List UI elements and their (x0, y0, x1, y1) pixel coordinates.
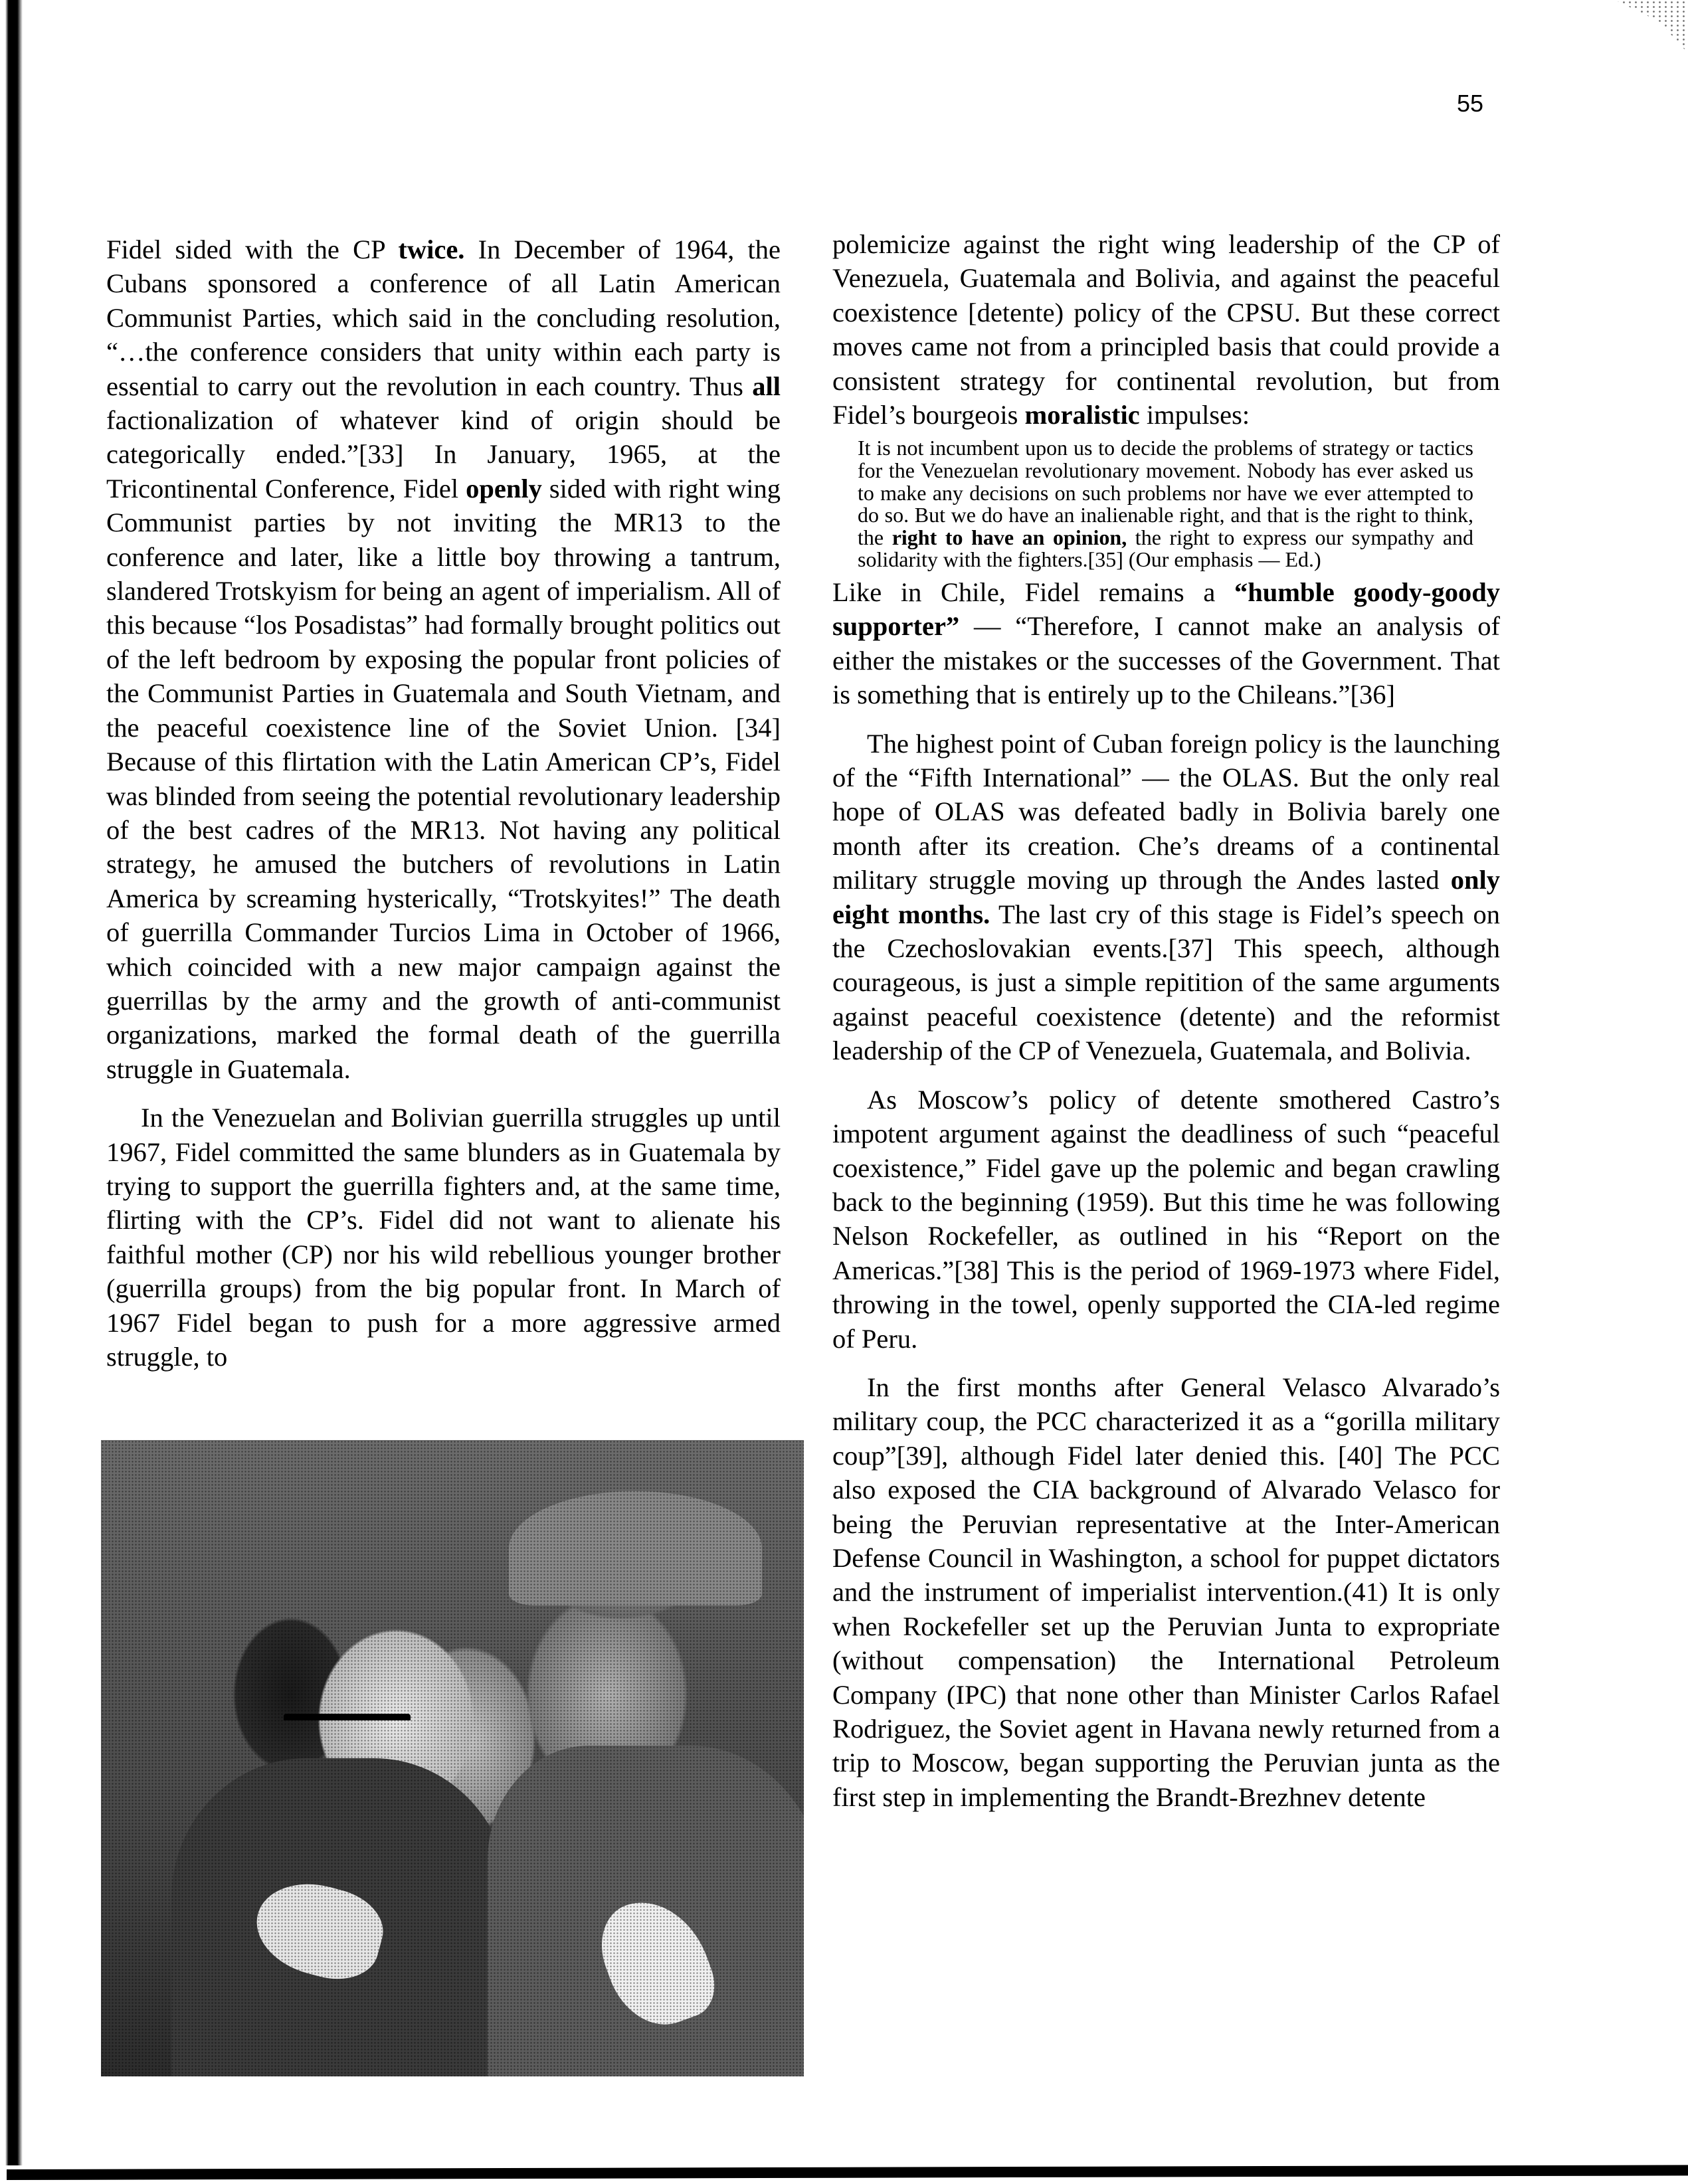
photo-hand (588, 1885, 724, 2039)
photo-coat-right (488, 1746, 804, 2076)
halftone-photo (101, 1440, 804, 2076)
emphasis: “humble goody-goody supporter” (832, 577, 1500, 642)
paragraph: In the first months after General Velasco Alvarado’s military coup, the PCC characterized it as a “gorilla military coup”[39], although Fidel later denied this. [40] The PCC also exposed the CIA background of Alvarado Velasco for being the Peruvian representative at the Inter-American Defense Council in Washington, a school for puppet dictators and the instrument of imperialist intervention.(41) It is only when Rockefeller set up the Peruvian Junta to expropriate (without compensation) the International Petroleum Company (IPC) that none other than Minister Carlos Rafael Rodriguez, the Soviet agent in Havana newly returned from a trip to Moscow, began supporting the Peruvian junta as the first step in implementing the Brandt-Brezhnev detente (832, 1372, 1500, 1812)
paragraph: polemicize against the right wing leadership of the CP of Venezuela, Guatemala and Bolivia, and against the peaceful coexistence [detente) policy of the CPSU. But these correct moves came not from a principled basis that could provide a consistent strategy for continental revolution, but from Fidel’s bourgeois moralistic impulses: (832, 229, 1500, 430)
scan-corner-specks (1615, 0, 1688, 53)
emphasis: openly (466, 473, 542, 503)
paragraph: In the Venezuelan and Bolivian guerrilla struggles up until 1967, Fidel committed the same blunders as in Guatemala by trying to support the guerrilla fighters and, at the same time, flirting with the CP’s. Fidel did not want to alienate his faithful mother (CP) nor his wild rebellious younger brother (guerrilla groups) from the big popular front. In March of 1967 Fidel began to push for a more aggressive armed struggle, to (106, 1103, 781, 1372)
paragraph: The highest point of Cuban foreign policy is the launching of the “Fifth International” — the OLAS. But the only real hope of OLAS was defeated badly in Bolivia barely one month after its creation. Che’s dreams of a continental military struggle moving up through the Andes lasted only eight months. The last cry of this stage is Fidel’s speech on the Czechoslovakian events.[37] This speech, although courageous, is just a simple repitition of the same arguments against peaceful coexistence (detente) and the reformist leadership of the CP of Venezuela, Guatemala, and Bolivia. (832, 728, 1500, 1066)
scan-bottom-edge (7, 2165, 1688, 2180)
photo-glasses (284, 1714, 410, 1746)
paragraph: Like in Chile, Fidel remains a “humble goody-goody supporter” — “Therefore, I cannot make an analysis of either the mistakes or the successes of the Government. That is something that is entirely up to the Chileans.”[36] (832, 577, 1500, 710)
photo-cap-shape (509, 1491, 762, 1605)
paragraph: Fidel sided with the CP twice. In December of 1964, the Cubans sponsored a conference of all Latin American Communist Parties, which said in the concluding resolution, “…the conference considers that unity within each party is essential to carry out the revolution in each country. Thus all factionalization of whatever kind of origin should be categorically ended.”[33] In January, 1965, at the Tricontinental Conference, Fidel openly sided with right wing Communist parties by not inviting the MR13 to the conference and later, like a little boy throwing a tantrum, slandered Trotskyism for being an agent of imperialism. All of this because “los Posadistas” had formally brought politics out of the left bedroom by exposing the popular front policies of the Communist Parties in Guatemala and South Vietnam, and the peaceful coexistence line of the Soviet Union. [34] Because of this flirtation with the Latin American CP’s, Fidel was blinded from seeing the potential revolutionary leadership of the best cadres of the MR13. Not having any political strategy, he amused the butchers of revolutions in Latin America by screaming hysterically, “Trotskyites!” The death of guerrilla Commander Turcios Lima in October of 1966, which coincided with a new major campaign against the guerrillas by the army and the growth of anti-communist organizations, marked the formal death of the guerrilla struggle in Guatemala. (106, 234, 781, 1084)
emphasis: twice. (398, 234, 465, 264)
photo-hand (246, 1870, 392, 1989)
emphasis: moralistic (1024, 400, 1140, 430)
block-quote: It is not incumbent upon us to decide the problems of strategy or tactics for the Venezuelan revolutionary movement. Nobody has ever asked us to make any decisions on such problems nor have we ever attempted to do so. But we do have an inalienable right, and that is the right to think, the right to have an opinion, the right to express our sympathy and solidarity with the fighters.[35] (Our emphasis — Ed.) (858, 436, 1474, 572)
scan-binding-shadow (5, 0, 23, 2165)
emphasis: only eight months. (832, 865, 1500, 929)
left-column (106, 232, 781, 1374)
page-number: 55 (1457, 90, 1484, 117)
right-column (832, 227, 1500, 1814)
paragraph: As Moscow’s policy of detente smothered Castro’s impotent argument against the deadliness of such “peaceful coexistence,” Fidel gave up the polemic and began crawling back to the beginning (1959). But this time he was following Nelson Rockefeller, as outlined in his “Report on the Americas.”[38] This is the period of 1969-1973 where Fidel, throwing in the towel, openly supported the CIA-led regime of Peru. (832, 1084, 1500, 1354)
emphasis: all (752, 371, 781, 401)
photo-coat-left (171, 1758, 509, 2076)
emphasis: right to have an opinion, (891, 525, 1127, 549)
